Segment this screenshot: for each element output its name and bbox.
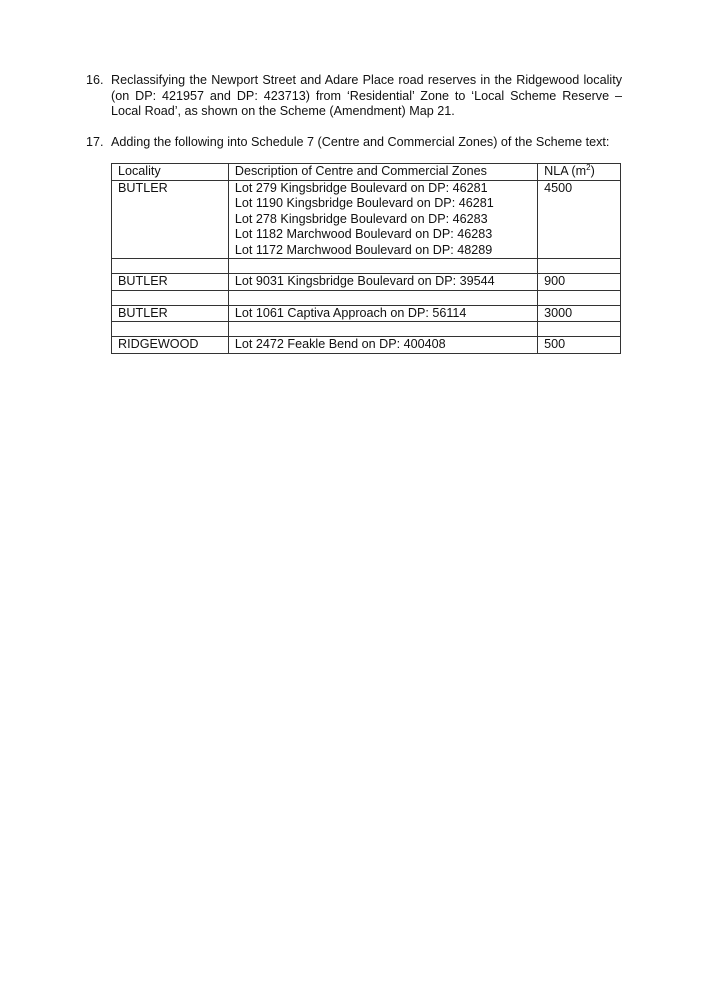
cell-description bbox=[228, 180, 537, 259]
header-nla bbox=[538, 164, 621, 181]
item-number: 17. bbox=[86, 135, 104, 149]
cell-nla: 500 bbox=[538, 337, 621, 354]
table-spacer-row bbox=[112, 290, 621, 305]
cell-description: Lot 9031 Kingsbridge Boulevard on DP: 39544 bbox=[228, 274, 537, 291]
schedule-7-table bbox=[111, 163, 621, 354]
description-line: Lot 279 Kingsbridge Boulevard on DP: 46281 bbox=[234, 180, 488, 195]
cell-locality: RIDGEWOOD bbox=[112, 337, 229, 354]
cell-description: Lot 1061 Captiva Approach on DP: 56114 bbox=[228, 305, 537, 322]
header-locality: Locality bbox=[112, 164, 229, 181]
description-line: Lot 278 Kingsbridge Boulevard on DP: 46283 bbox=[234, 211, 488, 226]
item-text: Reclassifying the Newport Street and Adare Place road reserves in the Ridgewood locality (on DP: 421957 and DP: 423713) from ‘Residential’ Zone to ‘Local Scheme Reserve – Local Road’, as shown on the Scheme (Amendment) Map 21. bbox=[111, 73, 622, 118]
cell-locality: BUTLER bbox=[112, 274, 229, 291]
description-line: Lot 1182 Marchwood Boulevard on DP: 46283 bbox=[234, 227, 493, 241]
amendment-item-17 bbox=[86, 135, 622, 151]
table-row bbox=[112, 274, 621, 291]
cell-description: Lot 2472 Feakle Bend on DP: 400408 bbox=[228, 337, 537, 354]
header-nla-text: NLA (m bbox=[544, 164, 587, 178]
description-line: Lot 1172 Marchwood Boulevard on DP: 48289 bbox=[234, 242, 493, 257]
item-text: Adding the following into Schedule 7 (Centre and Commercial Zones) of the Scheme text: bbox=[111, 135, 610, 149]
cell-nla: 900 bbox=[538, 274, 621, 291]
table-spacer-row bbox=[112, 259, 621, 274]
table-row bbox=[112, 305, 621, 322]
description-line: Lot 1190 Kingsbridge Boulevard on DP: 46281 bbox=[234, 196, 494, 210]
amendment-item-16 bbox=[86, 73, 622, 120]
item-number: 16. bbox=[86, 73, 104, 87]
header-nla-close: ) bbox=[590, 164, 595, 178]
table-header-row bbox=[112, 164, 621, 181]
header-description: Description of Centre and Commercial Zones bbox=[228, 164, 537, 181]
table-row bbox=[112, 337, 621, 354]
header-nla-superscript: 2 bbox=[586, 162, 591, 172]
cell-nla: 3000 bbox=[538, 305, 621, 322]
cell-locality: BUTLER bbox=[112, 305, 229, 322]
cell-locality: BUTLER bbox=[112, 180, 229, 259]
cell-nla: 4500 bbox=[538, 180, 621, 259]
table-row bbox=[112, 180, 621, 259]
table-spacer-row bbox=[112, 322, 621, 337]
